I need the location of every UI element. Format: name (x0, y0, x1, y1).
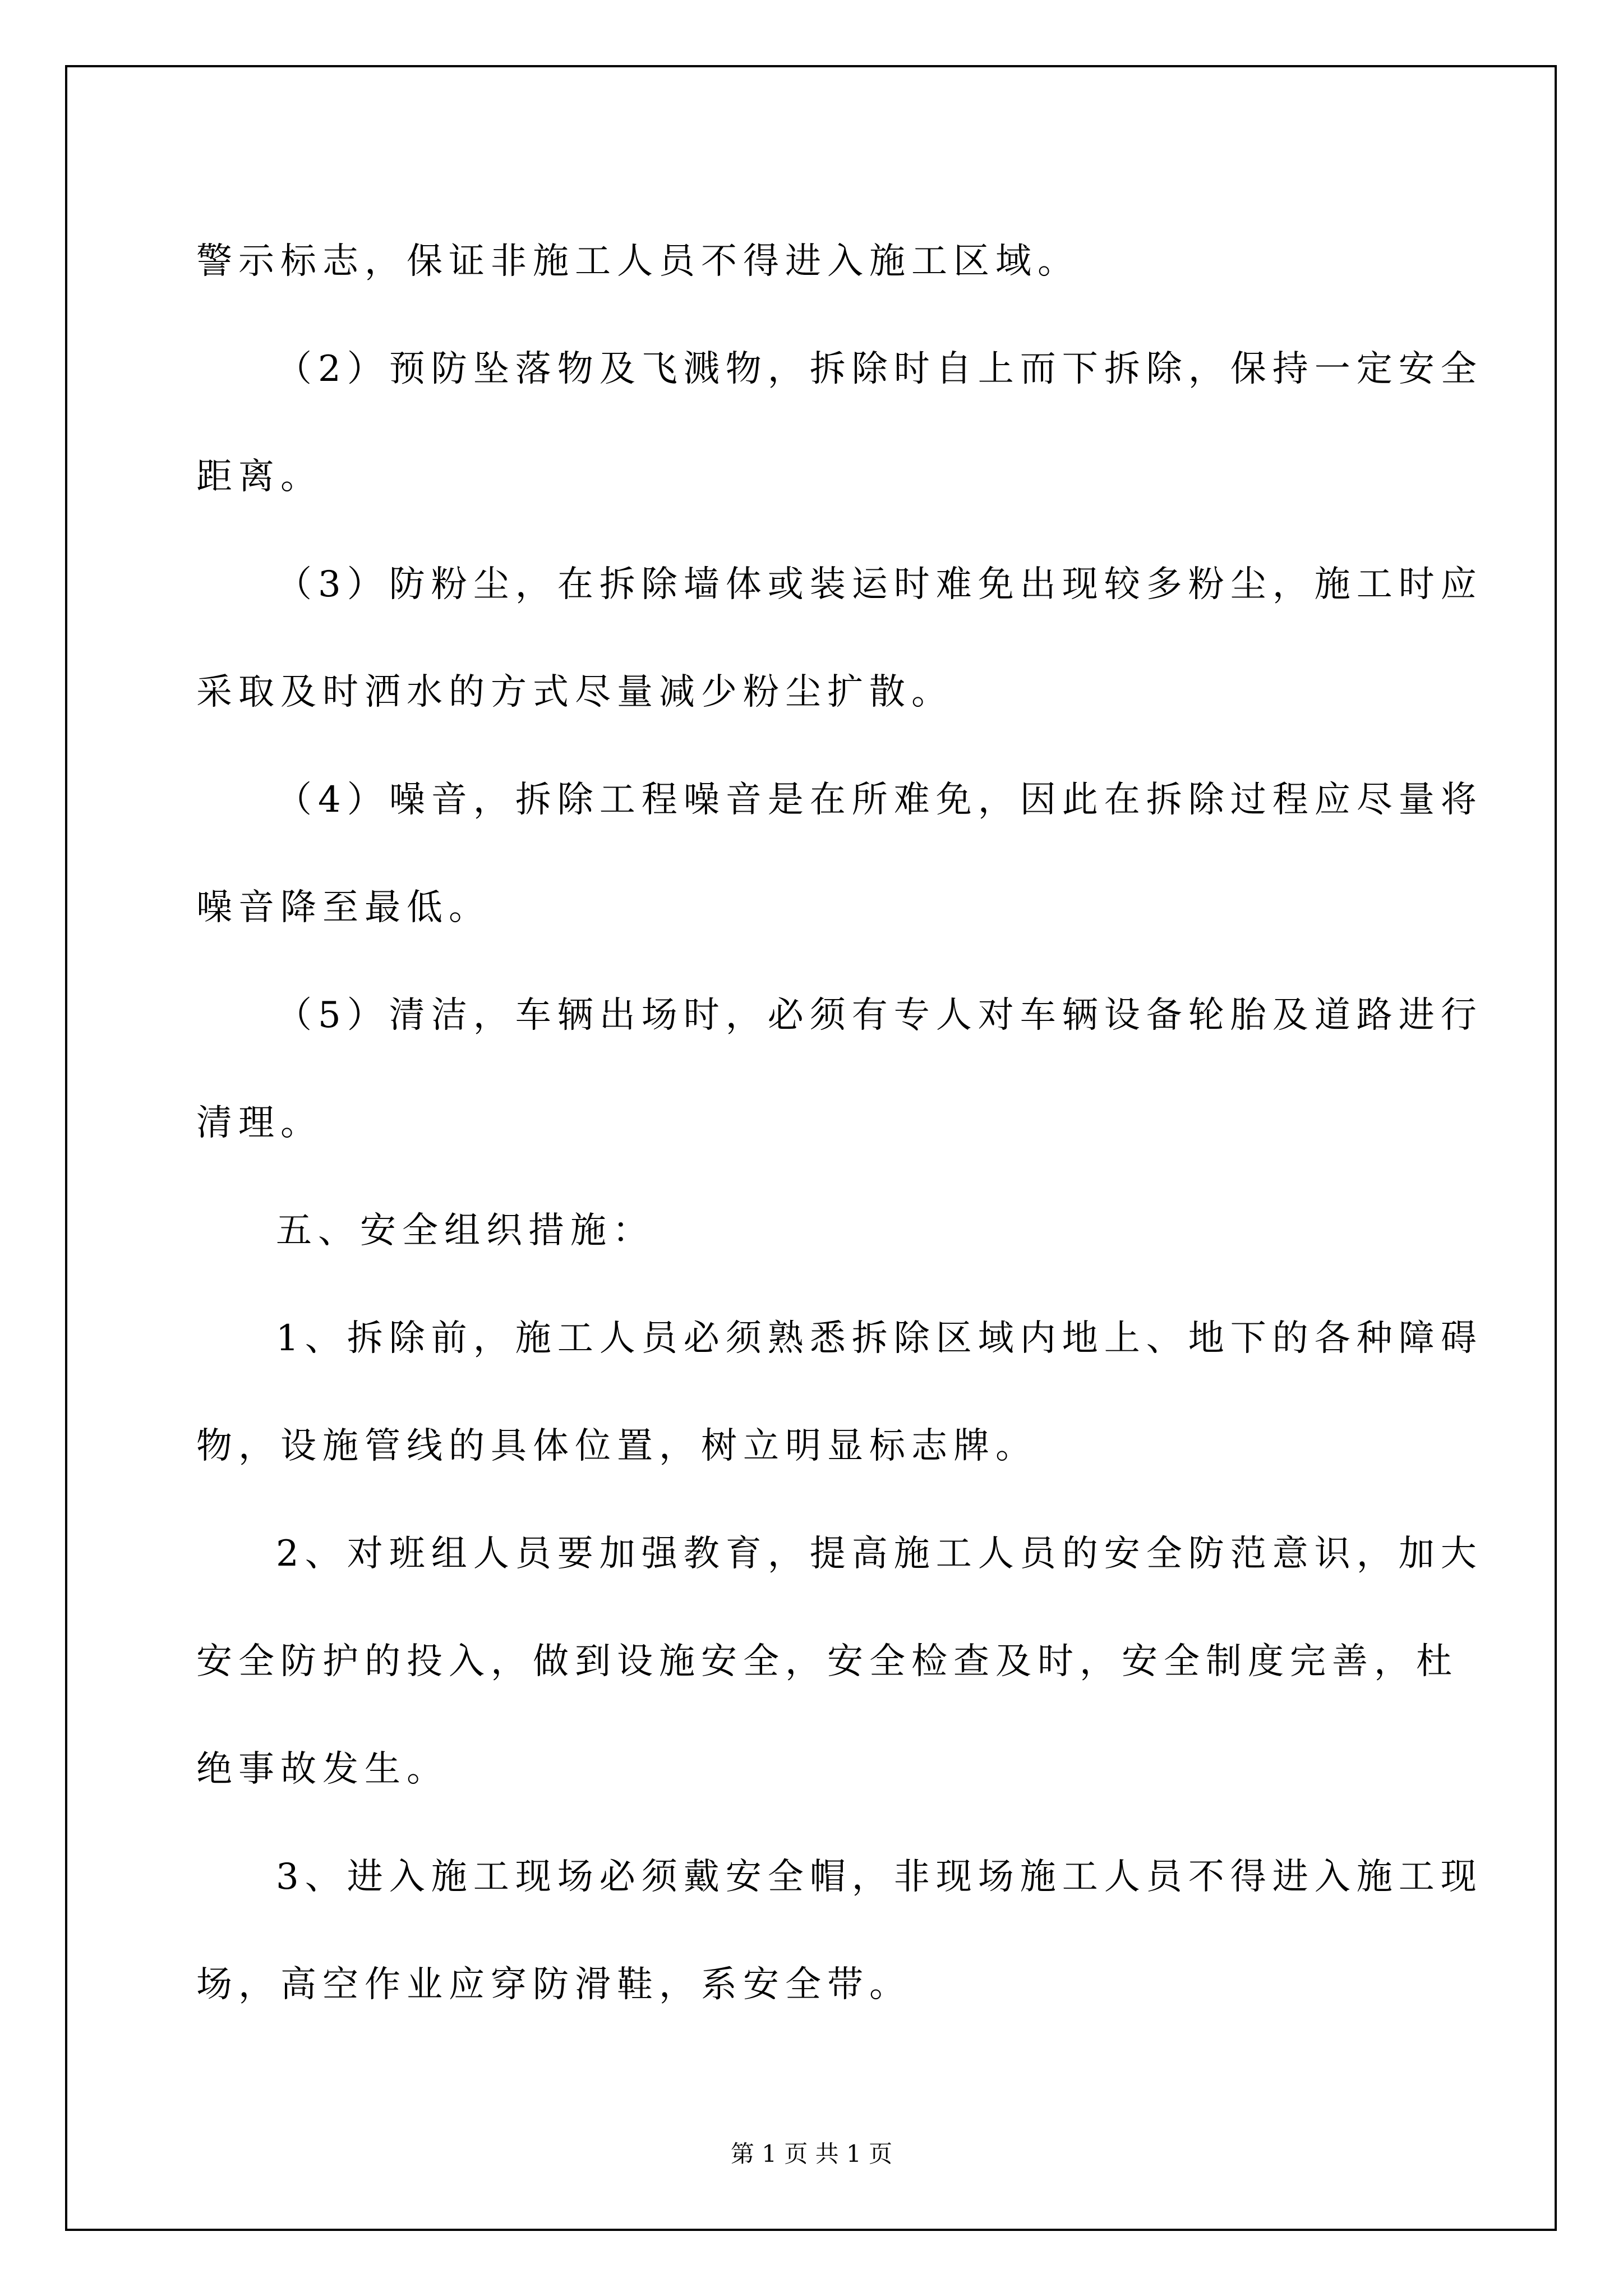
text-line: 清理。 (196, 1102, 322, 1144)
text-line: 2、对班组人员要加强教育，提高施工人员的安全防范意识，加大 (276, 1533, 1483, 1575)
text-line: （4）噪音，拆除工程噪音是在所难免，因此在拆除过程应尽量将 (276, 779, 1483, 821)
text-line: （2）预防坠落物及飞溅物，拆除时自上而下拆除，保持一定安全 (276, 348, 1483, 390)
page-number-footer: 第 1 页 共 1 页 (730, 2140, 893, 2168)
text-line: （3）防粉尘，在拆除墙体或装运时难免出现较多粉尘，施工时应 (276, 564, 1483, 605)
text-line: 1、拆除前，施工人员必须熟悉拆除区域内地上、地下的各种障碍 (276, 1318, 1483, 1359)
text-line: 警示标志，保证非施工人员不得进入施工区域。 (196, 241, 1080, 282)
text-line: 安全防护的投入，做到设施安全，安全检查及时，安全制度完善，杜 (196, 1641, 1458, 1682)
text-line: 绝事故发生。 (196, 1749, 449, 1790)
text-line: 采取及时洒水的方式尽量减少粉尘扩散。 (196, 671, 953, 713)
document-body (196, 208, 1483, 2039)
text-line: 场，高空作业应穿防滑鞋，系安全带。 (196, 1964, 911, 2005)
text-line: （5）清洁，车辆出场时，必须有专人对车辆设备轮胎及道路进行 (276, 995, 1483, 1036)
text-line: 3、进入施工现场必须戴安全帽，非现场施工人员不得进入施工现 (276, 1856, 1483, 1898)
text-line: 噪音降至最低。 (196, 887, 491, 928)
text-line: 距离。 (196, 456, 322, 498)
section-heading: 五、安全组织措施： (276, 1210, 654, 1251)
text-line: 物，设施管线的具体位置，树立明显标志牌。 (196, 1425, 1038, 1467)
